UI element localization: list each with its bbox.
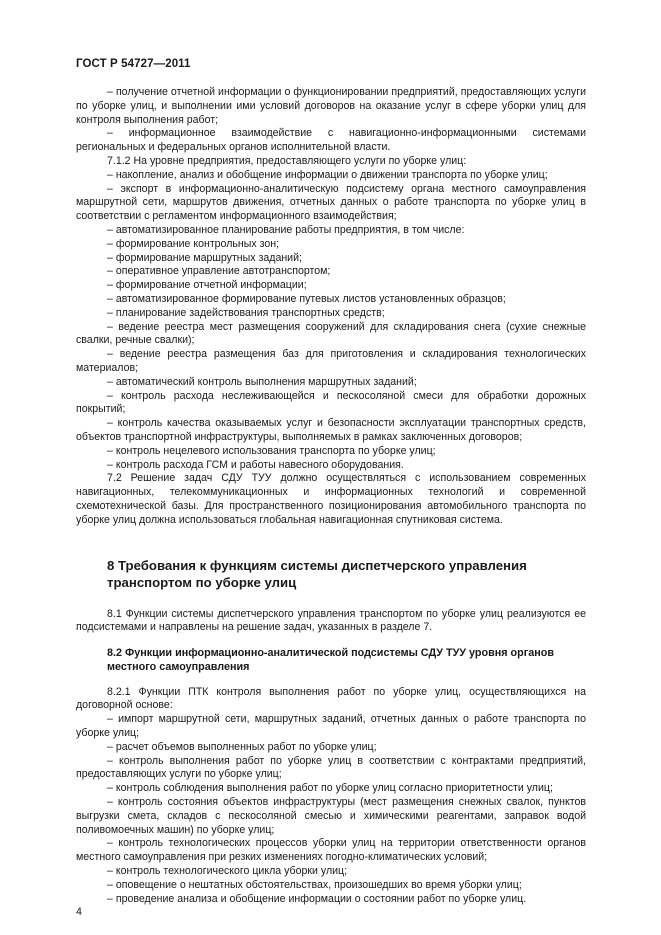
list-item: – контроль соблюдения выполнения работ по уборке улиц согласно приоритетности улиц; [107, 782, 553, 795]
list-item: – контроль расхода неслеживающейся и пескосоляной смеси для обработки дорожных покрытий; [76, 389, 586, 416]
list-item: – формирование отчетной информации; [107, 279, 307, 292]
clause-7-2: 7.2 Решение задач СДУ ТУУ должно осуществляться с использованием современных навигационных, телекоммуникационных и информационных технологий и современной схемотехнической базы. Для пространственного позиционирования автомобильного транспорта по уборке улиц должна использоваться глобальная навигационная спутниковая система. [76, 472, 586, 526]
list-item: – автоматический контроль выполнения маршрутных заданий; [107, 375, 417, 388]
list-item: – контроль качества оказываемых услуг и безопасности эксплуатации транспортных средств, объектов транспортной инфраструктуры, выполняемых в рамках заключенных договоров; [76, 417, 586, 443]
list-item: – контроль нецелевого использования транспорта по уборке улиц; [107, 444, 436, 457]
list-item: – контроль технологического цикла уборки улиц; [107, 865, 348, 878]
list-item: – оповещение о нештатных обстоятельствах, произошедших во время уборки улиц; [107, 878, 522, 891]
list-item: – проведение анализа и обобщение информации о состоянии работ по уборке улиц. [107, 892, 527, 905]
clause-8-2-1: 8.2.1 Функции ПТК контроля выполнения работ по уборке улиц, осуществляющихся на договорной основе: [76, 685, 586, 712]
paragraph: – информационное взаимодействие с навигационно-информационными системами региональных и федеральных органов исполнительной власти. [76, 127, 586, 154]
list-item: – накопление, анализ и обобщение информации о движении транспорта по уборке улиц; [107, 168, 548, 181]
clause-8-1: 8.1 Функции системы диспетчерского управления транспортом по уборке улиц реализуются ее подсистемами и направлены на решение задач, указанных в разделе 7. [76, 607, 586, 634]
document-body [76, 86, 586, 906]
paragraph: – получение отчетной информации о функционировании предприятий, предоставляющих услуги по уборке улиц, и выполнении ими условий договоров на оказание услуг в сфере уборки улиц для контроля выполнения работ; [76, 86, 586, 126]
list-item: – автоматизированное формирование путевых листов установленных образцов; [107, 292, 506, 305]
list-item: – автоматизированное планирование работы предприятия, в том числе: [107, 223, 465, 236]
list-item: – импорт маршрутной сети, маршрутных заданий, отчетных данных о работе транспорта по уборке улиц; [76, 713, 586, 740]
page-number: 4 [76, 906, 82, 918]
list-item: – ведение реестра размещения баз для приготовления и складирования технологических материалов; [76, 348, 586, 374]
list-item: – ведение реестра мест размещения сооружений для складирования снега (сухие снежные свалки, речные свалки); [76, 320, 586, 347]
list-item: – контроль состояния объектов инфраструктуры (мест размещения снежных свалок, пунктов выгрузки смета, складов с пескосоляной смесью и химическими реагентами, заправок водой поливомоечных машин) по уборке улиц; [76, 796, 586, 836]
list-item: – контроль расхода ГСМ и работы навесного оборудования. [107, 458, 404, 471]
list-item: – контроль выполнения работ по уборке улиц в соответствии с контрактами предприятий, предоставляющих услуги по уборке улиц; [76, 754, 586, 781]
list-item: – планирование задействования транспортных средств; [107, 306, 385, 319]
list-item: – оперативное управление автотранспортом; [107, 265, 331, 278]
list-item: – формирование маршрутных заданий; [107, 251, 302, 264]
document-code: ГОСТ Р 54727—2011 [76, 58, 191, 70]
clause-7-1-2: 7.1.2 На уровне предприятия, предоставляющего услуги по уборке улиц: [107, 154, 467, 167]
list-item: – контроль технологических процессов уборки улиц на территории ответственности органов местного самоуправления при резких изменениях погодно-климатических условий; [76, 837, 586, 864]
section-8-heading: 8 Требования к функциям системы диспетчерского управления транспортом по уборке улиц [107, 557, 527, 590]
list-item: – расчет объемов выполненных работ по уборке улиц; [107, 740, 377, 753]
list-item: – формирование контрольных зон; [107, 237, 280, 250]
list-item: – экспорт в информационно-аналитическую подсистему органа местного самоуправления маршрутной сети, маршрутов движения, отчетных данных о работе транспорта по уборке улиц в соответствии с регламентом информационного взаимодействия; [76, 182, 586, 223]
section-8-2-heading: 8.2 Функции информационно-аналитической подсистемы СДУ ТУУ уровня органов местного самоуправления [107, 647, 554, 673]
